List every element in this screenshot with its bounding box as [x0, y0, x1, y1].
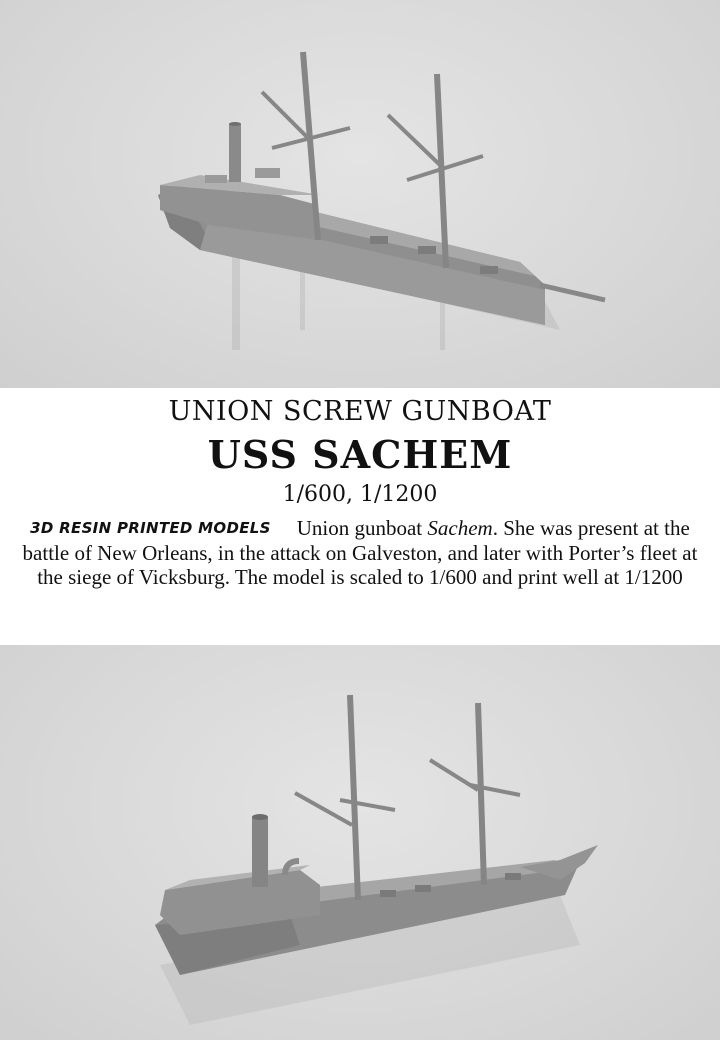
description-body: . She was present at the battle of New Orleans, in the attack on Galveston, and later with Porter’s fleet at the siege of Vicksburg. The model is scaled to 1/600 and print well at 1/1200	[22, 516, 698, 589]
product-description-block	[0, 388, 720, 645]
description-intro: Union gunboat	[296, 516, 428, 540]
product-scales: 1/600, 1/1200	[282, 482, 438, 507]
brand-logo-text: 3D RESIN PRINTED MODELS	[30, 519, 271, 537]
product-description	[8, 516, 712, 590]
bottom-model-render	[0, 645, 720, 1040]
ship-render-side-view	[0, 0, 720, 388]
top-model-render	[0, 0, 720, 388]
product-title: USS SACHEM	[207, 432, 513, 477]
ship-render-angle-view	[0, 645, 720, 1040]
product-subtitle: UNION SCREW GUNBOAT	[168, 396, 552, 427]
description-ship-name: Sachem	[427, 516, 493, 540]
